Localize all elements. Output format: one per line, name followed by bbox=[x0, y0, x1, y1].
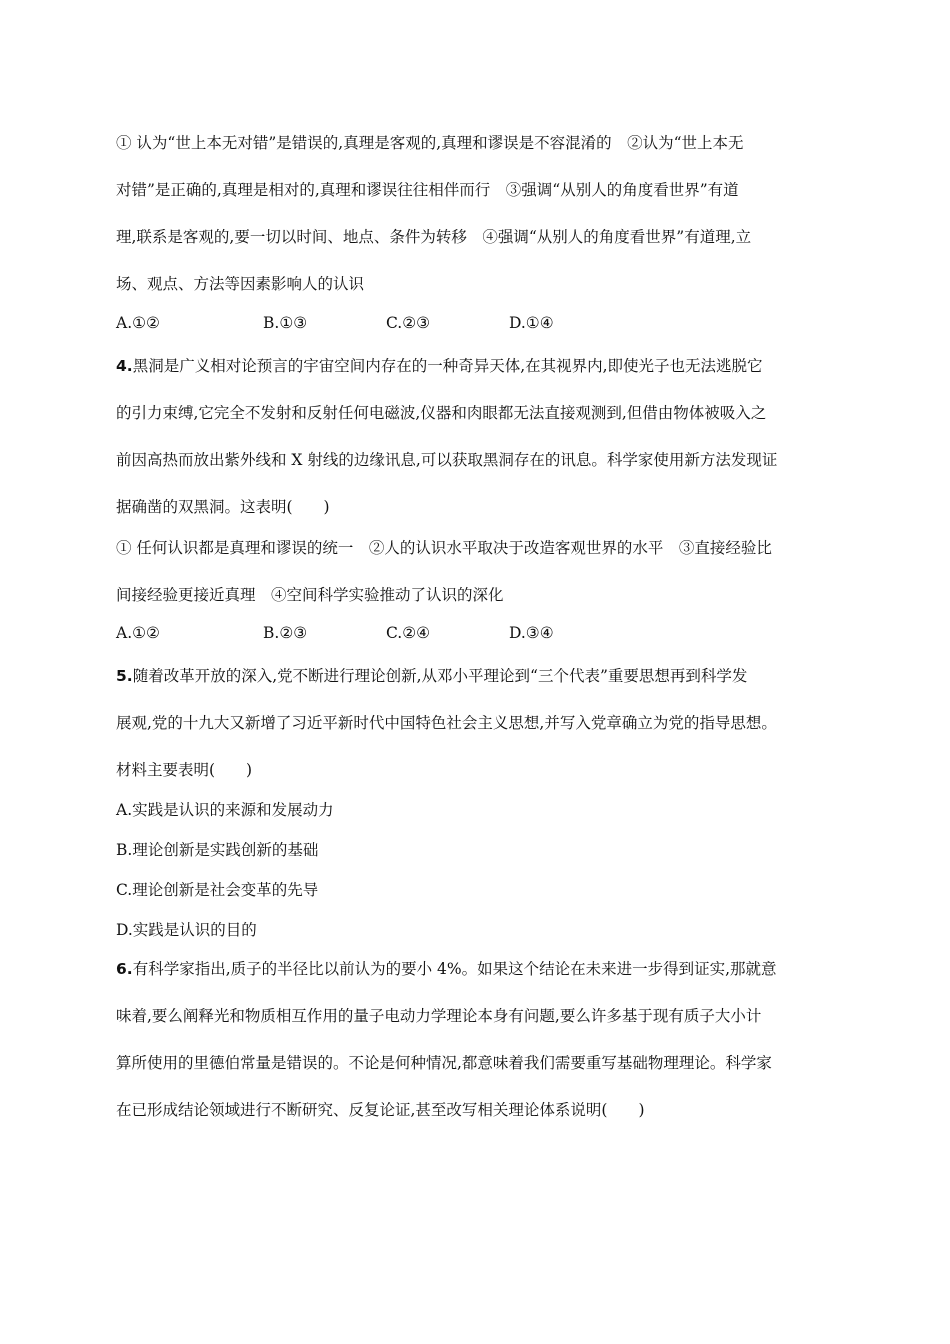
q3-option-d: D.①④ bbox=[509, 314, 554, 332]
q5-line-1 bbox=[116, 664, 747, 686]
q5-option-b: B.理论创新是实践创新的基础 bbox=[116, 841, 319, 859]
q4-number: 4. bbox=[116, 357, 133, 375]
q6-line-2: 味着,要么阐释光和物质相互作用的量子电动力学理论本身有问题,要么许多基于现有质子大小计 bbox=[116, 1007, 762, 1025]
q4-option-b: B.②③ bbox=[263, 624, 308, 642]
q6-number: 6. bbox=[116, 960, 133, 978]
q5-text-1: 随着改革开放的深入,党不断进行理论创新,从邓小平理论到“三个代表”重要思想再到科学发 bbox=[132, 667, 748, 685]
q3-line-1: ① 认为“世上本无对错”是错误的,真理是客观的,真理和谬误是不容混淆的 ②认为“世上本无 bbox=[116, 134, 744, 152]
q5-line-3: 材料主要表明( ) bbox=[116, 761, 253, 779]
q6-text-1: 有科学家指出,质子的半径比以前认为的要小 4%。如果这个结论在未来进一步得到证实,那就意 bbox=[132, 960, 777, 978]
q3-option-b: B.①③ bbox=[263, 314, 308, 332]
q4-line-3: 前因高热而放出紫外线和 X 射线的边缘讯息,可以获取黑洞存在的讯息。科学家使用新方法发现证 bbox=[116, 451, 778, 469]
q4-option-d: D.③④ bbox=[509, 624, 554, 642]
q4-option-c: C.②④ bbox=[386, 624, 431, 642]
q4-statements-2: 间接经验更接近真理 ④空间科学实验推动了认识的深化 bbox=[116, 586, 504, 604]
q5-number: 5. bbox=[116, 667, 133, 685]
q5-option-c: C.理论创新是社会变革的先导 bbox=[116, 881, 319, 899]
q4-line-1 bbox=[116, 354, 763, 376]
q6-line-3: 算所使用的里德伯常量是错误的。不论是何种情况,都意味着我们需要重写基础物理理论。科学家 bbox=[116, 1054, 772, 1072]
q5-option-a: A.实践是认识的来源和发展动力 bbox=[116, 801, 334, 819]
q3-option-a: A.①② bbox=[116, 314, 160, 332]
q4-option-a: A.①② bbox=[116, 624, 160, 642]
q4-statements-1: ① 任何认识都是真理和谬误的统一 ②人的认识水平取决于改造客观世界的水平 ③直接经验比 bbox=[116, 539, 772, 557]
q3-line-3: 理,联系是客观的,要一切以时间、地点、条件为转移 ④强调“从别人的角度看世界”有道理,立 bbox=[116, 228, 752, 246]
q3-option-c: C.②③ bbox=[386, 314, 431, 332]
q3-line-2: 对错”是正确的,真理是相对的,真理和谬误往往相伴而行 ③强调“从别人的角度看世界”有道 bbox=[116, 181, 739, 199]
q5-option-d: D.实践是认识的目的 bbox=[116, 921, 257, 939]
q3-line-4: 场、观点、方法等因素影响人的认识 bbox=[116, 275, 365, 293]
q4-line-4: 据确凿的双黑洞。这表明( ) bbox=[116, 498, 330, 516]
q6-line-4: 在已形成结论领域进行不断研究、反复论证,甚至改写相关理论体系说明( ) bbox=[116, 1101, 645, 1119]
q4-text-1: 黑洞是广义相对论预言的宇宙空间内存在的一种奇异天体,在其视界内,即使光子也无法逃脱它 bbox=[132, 357, 763, 375]
q6-line-1 bbox=[116, 957, 777, 979]
q4-line-2: 的引力束缚,它完全不发射和反射任何电磁波,仪器和肉眼都无法直接观测到,但借由物体被吸入之 bbox=[116, 404, 767, 422]
q5-line-2: 展观,党的十九大又新增了习近平新时代中国特色社会主义思想,并写入党章确立为党的指导思想。 bbox=[116, 714, 777, 732]
